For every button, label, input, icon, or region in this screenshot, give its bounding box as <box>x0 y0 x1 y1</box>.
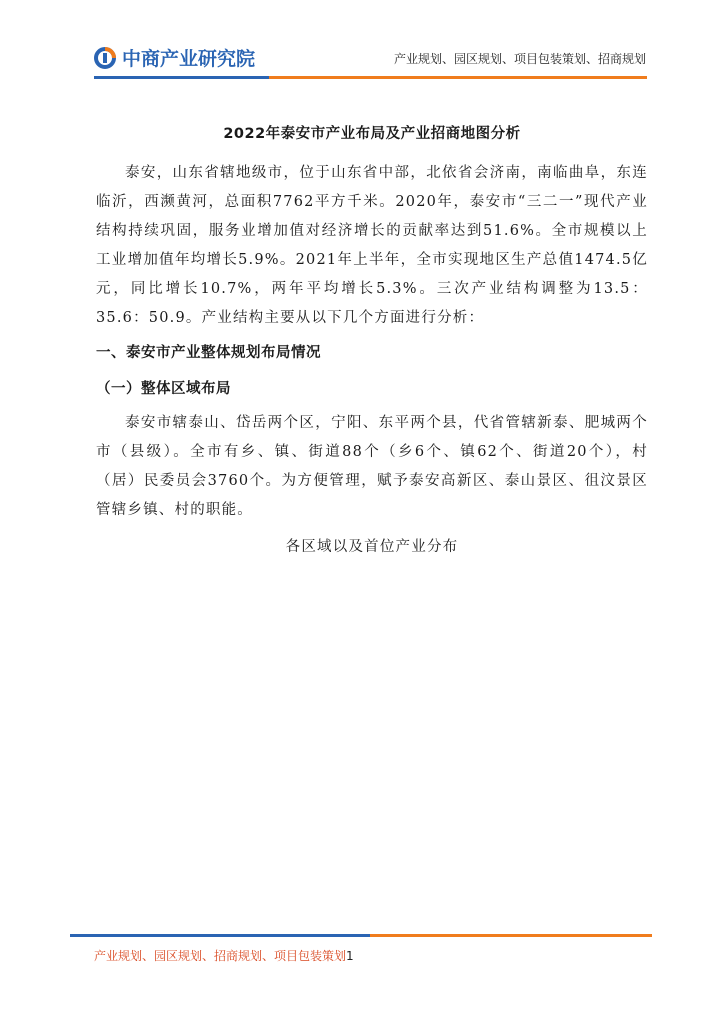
page-footer <box>94 947 354 964</box>
page-number: 1 <box>346 949 354 963</box>
subsection-paragraph: 泰安市辖泰山、岱岳两个区，宁阳、东平两个县，代省管辖新泰、肥城两个市（县级）。全市有乡、镇、街道88个（乡6个、镇62个、街道20个），村（居）民委员会3760个。为方便管理，赋予泰安高新区、泰山景区、徂汶景区管辖乡镇、村的职能。 <box>96 415 648 518</box>
footer-divider-blue <box>70 934 370 937</box>
logo-text: 中商产业研究院 <box>122 48 256 70</box>
logo-icon <box>94 47 116 69</box>
footer-tagline: 产业规划、园区规划、招商规划、项目包装策划 <box>94 949 347 963</box>
intro-paragraph: 泰安，山东省辖地级市，位于山东省中部，北依省会济南，南临曲阜，东连临沂，西濒黄河，总面积7762平方千米。2020年，泰安市“三二一”现代产业结构持续巩固，服务业增加值对经济增长的贡献率达到51.6%。全市规模以上工业增加值年均增长5.9%。2021年上半年，全市实现地区生产总值1474.5亿元，同比增长10.7%，两年平均增长5.3%。三次产业结构调整为13.5：35.6：50.9。产业结构主要从以下几个方面进行分析： <box>96 165 648 326</box>
section-heading: 一、泰安市产业整体规划布局情况 <box>96 345 321 361</box>
footer-divider-orange <box>370 934 652 937</box>
document-body <box>96 122 648 556</box>
header-tagline: 产业规划、园区规划、项目包装策划、招商规划 <box>393 52 646 66</box>
subsection-heading: （一）整体区域布局 <box>96 381 231 397</box>
page-header <box>0 0 724 90</box>
figure-caption: 各区域以及首位产业分布 <box>285 539 459 555</box>
document-title: 2022年泰安市产业布局及产业招商地图分析 <box>223 126 521 142</box>
header-divider-orange <box>269 76 647 79</box>
header-divider-blue <box>94 76 269 79</box>
company-logo <box>94 44 255 71</box>
